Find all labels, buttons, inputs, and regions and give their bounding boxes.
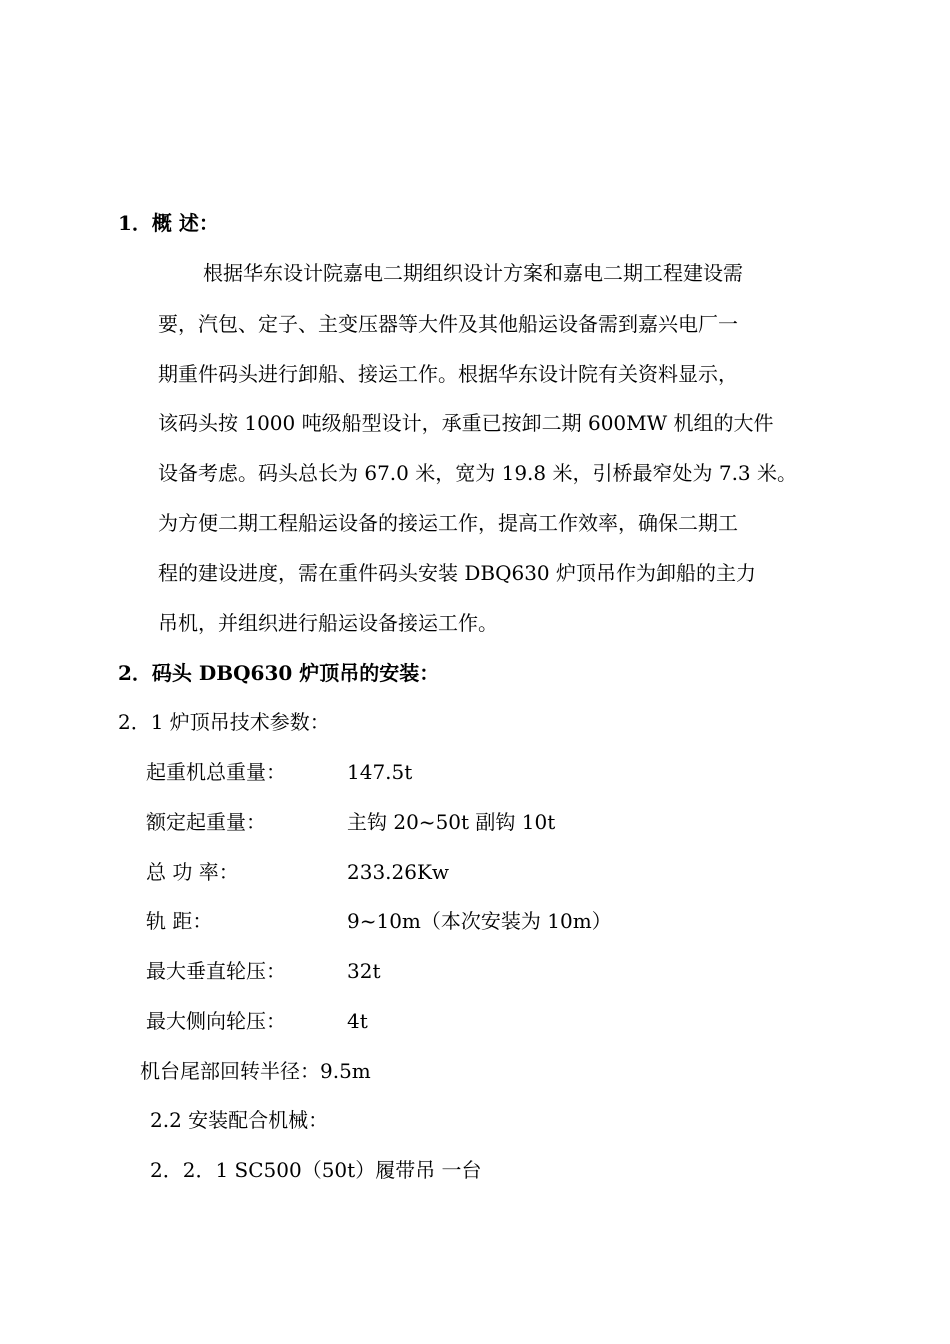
param-row xyxy=(146,809,746,835)
param-value: 9~10m（本次安装为 10m） xyxy=(347,909,612,933)
param-value: 主钩 20~50t 副钩 10t xyxy=(347,810,556,834)
param-value: 32t xyxy=(347,959,381,983)
param-value: 233.26Kw xyxy=(347,860,450,884)
param-label: 最大侧向轮压： xyxy=(146,1009,286,1033)
subsection-2-2-heading: 2.2 安装配合机械： xyxy=(150,1108,329,1132)
paragraph-line-4: 该码头按 1000 吨级船型设计，承重已按卸二期 600MW 机组的大件 xyxy=(158,411,774,435)
param-label: 额定起重量： xyxy=(146,810,266,834)
paragraph-line-3: 期重件码头进行卸船、接运工作。根据华东设计院有关资料显示， xyxy=(158,362,738,386)
paragraph-line-7: 程的建设进度，需在重件码头安装 DBQ630 炉顶吊作为卸船的主力 xyxy=(158,561,757,585)
paragraph-line-8: 吊机，并组织进行船运设备接运工作。 xyxy=(158,611,498,635)
paragraph-line-6: 为方便二期工程船运设备的接运工作，提高工作效率，确保二期工 xyxy=(158,511,738,535)
subsection-2-1-heading: 2．1 炉顶吊技术参数： xyxy=(118,710,330,734)
param-value: 147.5t xyxy=(347,760,413,784)
param-value: 4t xyxy=(347,1009,368,1033)
section-1-heading: 1．概 述： xyxy=(118,211,219,235)
param-label: 起重机总重量： xyxy=(146,760,286,784)
rotation-radius-line: 机台尾部回转半径：9.5m xyxy=(140,1059,371,1083)
paragraph-line-5: 设备考虑。码头总长为 67.0 米，宽为 19.8 米，引桥最窄处为 7.3 米。 xyxy=(158,461,798,485)
param-row xyxy=(146,1008,746,1034)
param-row xyxy=(146,859,746,885)
paragraph-line-2: 要，汽包、定子、主变压器等大件及其他船运设备需到嘉兴电厂一 xyxy=(158,312,738,336)
param-label: 最大垂直轮压： xyxy=(146,959,286,983)
paragraph-line-1: 根据华东设计院嘉电二期组织设计方案和嘉电二期工程建设需 xyxy=(203,261,743,285)
subsection-2-2-1-item: 2．2．1 SC500（50t）履带吊 一台 xyxy=(150,1158,482,1182)
param-label: 总 功 率： xyxy=(146,860,239,884)
param-label: 轨 距： xyxy=(146,909,213,933)
param-row xyxy=(146,759,746,785)
param-row xyxy=(146,958,746,984)
param-row xyxy=(146,908,746,934)
section-2-heading: 2．码头 DBQ630 炉顶吊的安装： xyxy=(118,661,440,685)
